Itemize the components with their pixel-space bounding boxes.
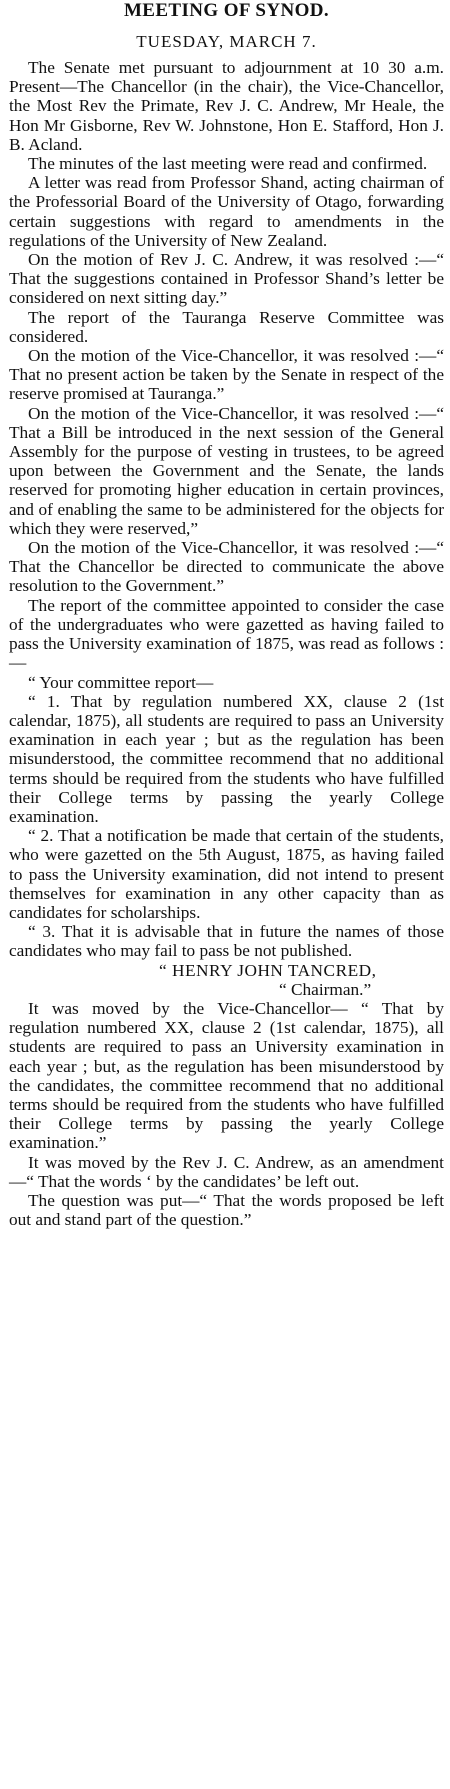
paragraph-attendance: The Senate met pursuant to adjournment at 10 30 a.m. Present—The Chancellor (in the chair), the Vice-Chancellor, the Most Rev the Primate, Rev J. C. Andrew, Mr Heale, the Hon Mr Gisborne, Rev W. Johnstone, Hon E. Stafford, Hon J. B. Acland. (9, 58, 444, 154)
paragraph-minutes: The minutes of the last meeting were read and confirmed. (28, 154, 428, 174)
paragraph-tauranga-report: The report of the Tauranga Reserve Committee was considered. (9, 307, 444, 346)
paragraph-report-item-1: “ 1. That by regulation numbered XX, clause 2 (1st calendar, 1875), all students are required to pass an University examination in each year ; but as the regulation has been misunderstood, the committee recommend that no additional terms should be required from the students who have fulfilled their College terms by passing the yearly College examination. (9, 691, 444, 826)
paragraph-resolution-communicate: On the motion of the Vice-Chancellor, it was resolved :—“ That the Chancellor be directed to communicate the above resolution to the Government.” (9, 538, 444, 596)
paragraph-committee-report: The report of the committee appointed to consider the case of the undergraduates who were gazetted as having failed to pass the University examination of 1875, was read as follows : — (9, 595, 444, 673)
paragraph-letter: A letter was read from Professor Shand, acting chairman of the Professorial Board of the University of Otago, forwarding certain suggestions with regard to amendments in the regulations of the University of New Zealand. (9, 173, 444, 250)
signature-name: “ HENRY JOHN TANCRED, (159, 960, 377, 980)
paragraph-question: The question was put—“ That the words proposed be left out and stand part of the question.” (9, 1190, 444, 1230)
paragraph-report-item-3: “ 3. That it is advisable that in future the names of those candidates who may fail to pass be not published. (9, 922, 444, 961)
paragraph-resolution-suggestions: On the motion of Rev J. C. Andrew, it was resolved :—“ That the suggestions contained in Professor Shand’s letter be considered on next sitting day.” (9, 250, 444, 308)
paragraph-report-intro: “ Your committee report— (28, 672, 214, 692)
paragraph-resolution-tauranga: On the motion of the Vice-Chancellor, it was resolved :—“ That no present action be taken by the Senate in respect of the reserve promised at Tauranga.” (9, 346, 444, 404)
article-date: TUESDAY, MARCH 7. (136, 32, 317, 51)
signature-title: “ Chairman.” (279, 979, 372, 999)
article-headline: MEETING OF SYNOD. (123, 0, 330, 21)
paragraph-motion: It was moved by the Vice-Chancellor— “ That by regulation numbered XX, clause 2 (1st calendar, 1875), all students are required to pass an University examination in each year ; but, as the regulation has been misunderstood by the candidates, the committee recommend that no additional terms should be required from the students who have fulfilled their College terms by passing the yearly College examination.” (9, 998, 444, 1153)
paragraph-report-item-2: “ 2. That a notification be made that certain of the students, who were gazetted on the 5th August, 1875, as having failed to pass the University examination, did not intend to present themselves for examination in any other capacity than as candidates for scholarships. (9, 826, 444, 922)
paragraph-amendment: It was moved by the Rev J. C. Andrew, as an amendment—“ That the words ‘ by the candidates’ be left out. (9, 1152, 444, 1191)
paragraph-resolution-bill: On the motion of the Vice-Chancellor, it was resolved :—“ That a Bill be introduced in the next session of the General Assembly for the purpose of vesting in trustees, to be agreed upon between the Government and the Senate, the lands reserved for promoting higher education in certain provinces, and of enabling the same to be administered for the objects for which they were reserved,” (9, 403, 444, 538)
